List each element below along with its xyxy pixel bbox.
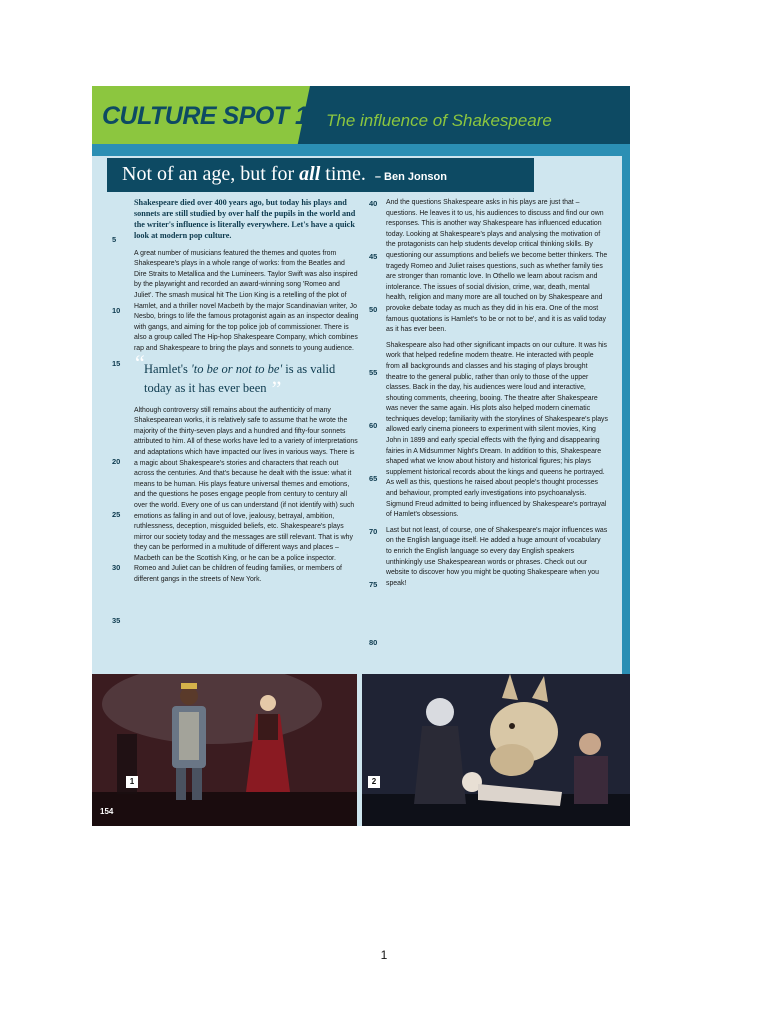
photo-badge-1: 1 xyxy=(126,776,138,788)
line-number: 40 xyxy=(369,199,378,208)
line-number: 10 xyxy=(112,306,121,315)
stage-photo-2-illustration xyxy=(362,674,630,826)
line-number: 30 xyxy=(112,563,121,572)
line-number: 50 xyxy=(369,305,378,314)
line-number: 5 xyxy=(112,235,117,244)
stage-photo-1-illustration xyxy=(92,674,357,826)
line-number: 60 xyxy=(369,421,378,430)
line-number: 65 xyxy=(369,474,378,483)
culture-spot-title: CULTURE SPOT 1 xyxy=(102,102,309,130)
line-number: 15 xyxy=(112,359,121,368)
line-number: 45 xyxy=(369,252,378,261)
book-page-number: 154 xyxy=(100,807,114,816)
quote-text-emphasis: all xyxy=(299,163,321,185)
line-number: 55 xyxy=(369,368,378,377)
line-number: 75 xyxy=(369,580,378,589)
line-number: 35 xyxy=(112,616,121,625)
photo-badge-2: 2 xyxy=(368,776,380,788)
body-paragraph: And the questions Shakespeare asks in his plays are just that – questions. He leaves it to us, his audiences to discuss and find our own responses. This is another way Shakespeare has influenced education today. Looking at Shakespeare's plays and analysing the motivation of the protagonists can help students develop critical thinking skills. By questioning our assumptions and beliefs we become better thinkers. The tragedy Romeo and Juliet raises questions, such as whether family ties are stronger than romantic love. In Othello we learn about racism and intolerance. The issues of social division, crime, war, death, mental health, religion and many more are all touched on by Shakespeare and provoke debate today as much as they did in his era. One of the most famous quotations is Hamlet's 'to be or not to be', and it is as valid today as it has ever been. xyxy=(386,199,608,334)
pull-quote xyxy=(135,349,359,401)
intro-paragraph: Shakespeare died over 400 years ago, but today his plays and sonnets are still studied by over half the pupils in the world and the writer's influence is literally everywhere. Let's have a quick look at modern pop culture. xyxy=(134,198,356,240)
close-quote-mark-icon: ” xyxy=(271,375,282,401)
body-paragraph: Shakespeare also had other significant impacts on our culture. It was his work that helped redefine modern theatre. He interacted with people from all backgrounds and classes and his staging of plays brought theatre to the general public, rather than only to those of the upper classes. Back in the day, his audiences were loud and interactive, shouting comments, cheering, booing. The theatre after Shakespeare was never the same again. His plots also helped modern cinematic techniques develop; familiarity with the storylines of Shakespeare's plays allowed early cinema pioneers to experiment with silent movies, King John in 1899 and early special effects with the flying and disappearing fairies in A Midsummer Night's Dream. In addition to this, Shakespeare shaped what we know about history and historical figures; his plays supplement historical records about the kings and queens he portrayed. As well as this, questions he raised about people's thought processes and behaviour, prompted early investigations into psychoanalysis. Sigmund Freud admitted to being influenced by Shakespeare's portrayal of Hamlet's obsessions. xyxy=(386,341,608,519)
line-number: 25 xyxy=(112,510,121,519)
pull-quote-post: is as valid today as it has ever been xyxy=(144,361,336,395)
quote-text-post: time. xyxy=(320,163,366,185)
body-paragraph: A great number of musicians featured the themes and quotes from Shakespeare's plays in a whole range of works: from the Beatles and Dire Straits to Metallica and the Lumineers. Taylor Swift was also inspired by the playwright and recorded an award-winning song 'Romeo and Juliet'. The smash musical hit The Lion King is a retelling of the plot of Hamlet, and a thriller novel Macbeth by the major Scandinavian writer, Jo Nesbo, brings to life the famous protagonist again as an inspector dealing with gangs, and aiming for the top police job of commissioner. There is also a group called The Hip-hop Shakespeare Company, which combines rap and Shakespeare to bring the plays and sonnets to young audience. xyxy=(134,249,359,352)
headline-quote xyxy=(122,163,447,186)
line-number: 80 xyxy=(369,638,378,647)
stage-photo-macbeth xyxy=(92,674,357,826)
header-accent-stripe xyxy=(92,144,630,156)
stage-photo-midsummer xyxy=(362,674,630,826)
document-page-number: 1 xyxy=(380,948,388,962)
textbook-page xyxy=(92,86,630,826)
right-accent-stripe xyxy=(622,144,630,754)
pull-quote-pre: Hamlet's xyxy=(144,361,192,376)
body-paragraph: Although controversy still remains about the authenticity of many Shakespearean works, it is relatively safe to assume that he wrote the majority of the thirty-seven plays and a hundred and fifty-four sonnets attributed to him. All of these works have led to a variety of interpretations and adaptations which have impacted our lives in various ways. There is a magic about Shakespeare's stories and characters that reach out across the centuries. And that's because he dealt with the issue: what it means to be human. His plays feature universal themes and emotions, and the questions he poses engage people from century to century all over the world. Every one of us can understand (if not identify with) such emotions as falling in and out of love, jealousy, betrayal, ambition, ruthlessness, deception, misguided beliefs, etc. Shakespeare's plays mirror our society today and the messages are still relevant. That is why they can be performed in a multitude of different ways and places – Macbeth can be the Scottish King, or he can be a police inspector. Romeo and Juliet can be children of feuding families, or members of different gangs in the streets of New York. xyxy=(134,406,358,584)
pull-quote-italic: 'to be or not to be' xyxy=(191,361,283,376)
line-number: 20 xyxy=(112,457,121,466)
left-column xyxy=(134,198,359,591)
quote-attribution: – Ben Jonson xyxy=(374,171,447,183)
line-number: 70 xyxy=(369,527,378,536)
body-paragraph: Last but not least, of course, one of Shakespeare's major influences was on the English language itself. He added a huge amount of vocabulary to enrich the English language so every day English speakers unthinkingly use Shakespearean words or phrases. Check out our website to discover how you might be quoting Shakespeare when you speak! xyxy=(386,526,608,587)
open-quote-mark-icon: “ xyxy=(135,349,145,375)
culture-spot-subtitle: The influence of Shakespeare xyxy=(326,111,552,130)
right-column xyxy=(386,198,608,594)
quote-text-pre: Not of an age, but for xyxy=(122,163,300,185)
